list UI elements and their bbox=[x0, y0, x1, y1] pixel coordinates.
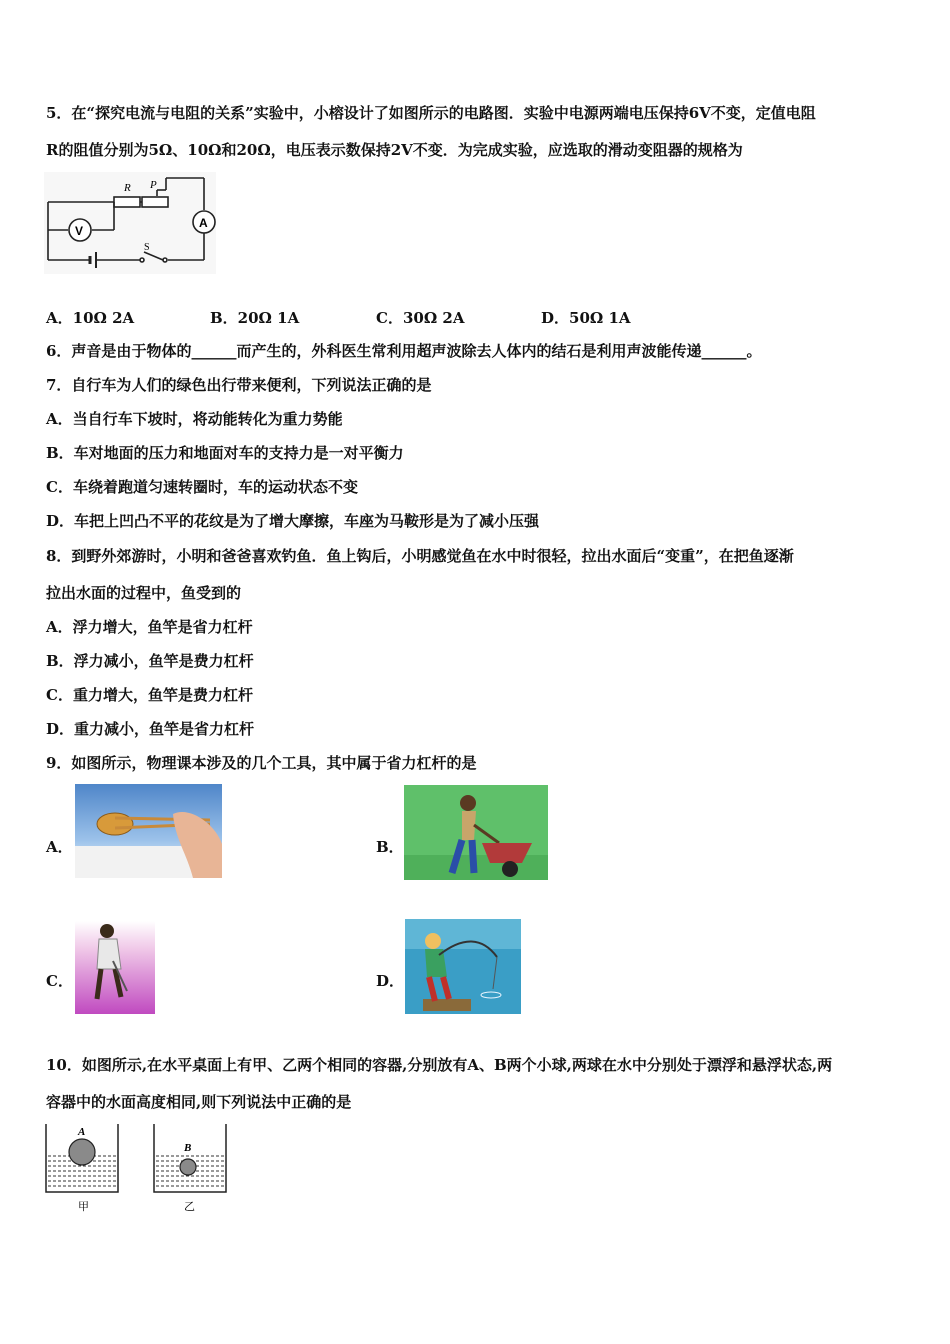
label-container-2: 乙 bbox=[184, 1200, 195, 1213]
q6-stem: 6．声音是由于物体的______而产生的，外科医生常利用超声波除去人体内的结石是利用声波能传递______。 bbox=[46, 342, 762, 360]
q5-option-d: D．50Ω 1A bbox=[541, 309, 631, 327]
fishing-image bbox=[405, 919, 521, 1014]
label-ball-a: A bbox=[78, 1126, 86, 1138]
wheelbarrow-image bbox=[404, 785, 548, 880]
q7-option-c: C．车绕着跑道匀速转圈时，车的运动状态不变 bbox=[46, 478, 358, 496]
q5-stem-line2: R的阻值分别为5Ω、10Ω和20Ω，电压表示数保持2V不变．为完成实验，应选取的滑动变阻器的规格为 bbox=[46, 141, 743, 159]
label-ball-b: B bbox=[184, 1142, 192, 1154]
q9-label-a: A． bbox=[46, 838, 73, 856]
chopsticks-image bbox=[75, 784, 222, 878]
q5-option-b: B．20Ω 1A bbox=[210, 309, 300, 327]
label-s: S bbox=[144, 242, 150, 253]
q8-option-b: B．浮力减小，鱼竿是费力杠杆 bbox=[46, 652, 254, 670]
ball-b bbox=[180, 1159, 196, 1175]
q9-label-c: C． bbox=[46, 972, 73, 990]
label-a: A bbox=[199, 216, 208, 230]
label-v: V bbox=[75, 224, 84, 238]
q9-label-b: B． bbox=[376, 838, 404, 856]
q8-option-c: C．重力增大，鱼竿是费力杠杆 bbox=[46, 686, 253, 704]
q10-stem-line2: 容器中的水面高度相同,则下列说法中正确的是 bbox=[46, 1093, 352, 1111]
q5-option-a: A．10Ω 2A bbox=[46, 309, 135, 327]
label-p: P bbox=[150, 179, 157, 191]
q7-option-b: B．车对地面的压力和地面对车的支持力是一对平衡力 bbox=[46, 444, 404, 462]
containers-diagram bbox=[42, 1122, 238, 1214]
q9-stem: 9．如图所示，物理课本涉及的几个工具，其中属于省力杠杆的是 bbox=[46, 754, 477, 772]
q5-option-c: C．30Ω 2A bbox=[376, 309, 465, 327]
q8-option-a: A．浮力增大，鱼竿是省力杠杆 bbox=[46, 618, 253, 636]
q5-options bbox=[46, 307, 746, 327]
label-container-1: 甲 bbox=[78, 1200, 89, 1213]
q8-stem-line2: 拉出水面的过程中，鱼受到的 bbox=[46, 584, 242, 602]
tweezers-image bbox=[75, 921, 155, 1014]
q5-stem-line1: 5．在“探究电流与电阻的关系”实验中，小榕设计了如图所示的电路图．实验中电源两端电压保持6V不变，定值电阻 bbox=[46, 104, 816, 122]
q7-stem: 7．自行车为人们的绿色出行带来便利，下列说法正确的是 bbox=[46, 376, 432, 394]
q9-label-d: D． bbox=[376, 972, 405, 990]
q8-option-d: D．重力减小，鱼竿是省力杠杆 bbox=[46, 720, 255, 738]
q8-stem-line1: 8．到野外郊游时，小明和爸爸喜欢钓鱼．鱼上钩后，小明感觉鱼在水中时很轻，拉出水面后“变重”，在把鱼逐渐 bbox=[46, 547, 794, 565]
q10-stem-line1: 10．如图所示,在水平桌面上有甲、乙两个相同的容器,分别放有A、B两个小球,两球在水中分别处于漂浮和悬浮状态,两 bbox=[46, 1056, 833, 1074]
q7-option-a: A．当自行车下坡时，将动能转化为重力势能 bbox=[46, 410, 343, 428]
label-r: R bbox=[124, 182, 131, 194]
q7-option-d: D．车把上凹凸不平的花纹是为了增大摩擦，车座为马鞍形是为了减小压强 bbox=[46, 512, 540, 530]
circuit-diagram bbox=[44, 172, 216, 274]
resistor-r bbox=[114, 197, 140, 207]
rheostat bbox=[142, 197, 168, 207]
ball-a bbox=[69, 1139, 95, 1165]
